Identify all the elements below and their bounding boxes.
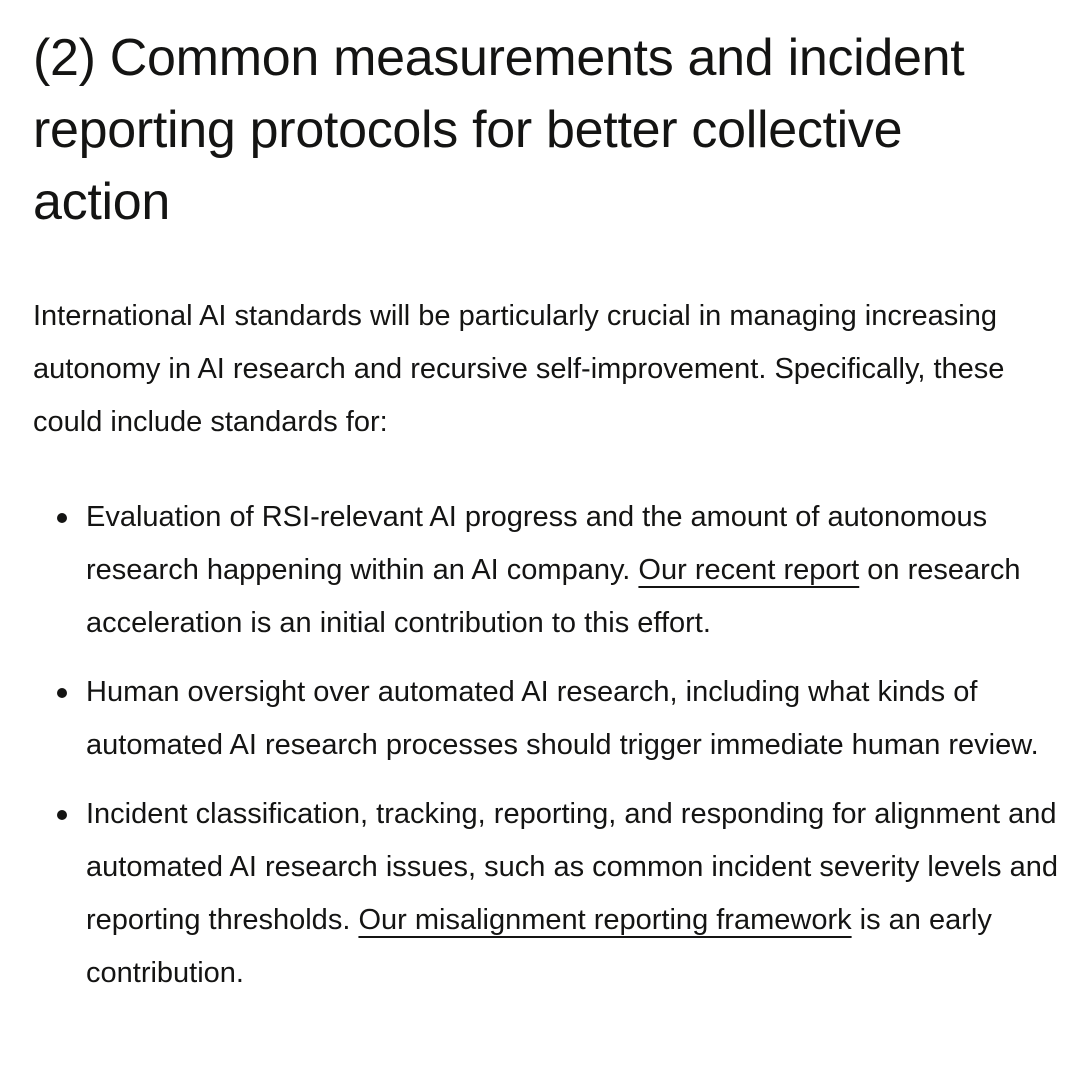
recent-report-link[interactable]: Our recent report (638, 554, 860, 586)
bullet-icon (57, 513, 67, 523)
misalignment-framework-link[interactable]: Our misalignment reporting framework (358, 904, 852, 936)
list-item-text: on research acceleration is an initial contribution to this effort. (86, 554, 1021, 639)
list-item-evaluation (33, 491, 1071, 650)
intro-paragraph: International AI standards will be particularly crucial in managing increasing autonomy in AI research and recursive self-improvement. Specifically, these could include standards for: (33, 300, 1005, 438)
list-item-text: Evaluation of RSI-relevant AI progress and the amount of autonomous research happening within an AI company. (86, 501, 988, 586)
list-item-text: Human oversight over automated AI research, including what kinds of automated AI research processes should trigger immediate human review. (86, 676, 1039, 761)
list-item-human-oversight (33, 666, 1071, 772)
list-item-incident-classification (33, 788, 1071, 1000)
bullet-icon (57, 810, 67, 820)
list-item-text: Incident classification, tracking, reporting, and responding for alignment and automated AI research issues, such as common incident severity levels and reporting thresholds. (86, 798, 1058, 936)
section-heading: (2) Common measurements and incident reporting protocols for better collective action (33, 29, 965, 231)
list-item-text: is an early contribution. (86, 904, 992, 989)
article-section (33, 22, 1073, 1016)
standards-list (33, 491, 1073, 1000)
bullet-icon (57, 688, 67, 698)
